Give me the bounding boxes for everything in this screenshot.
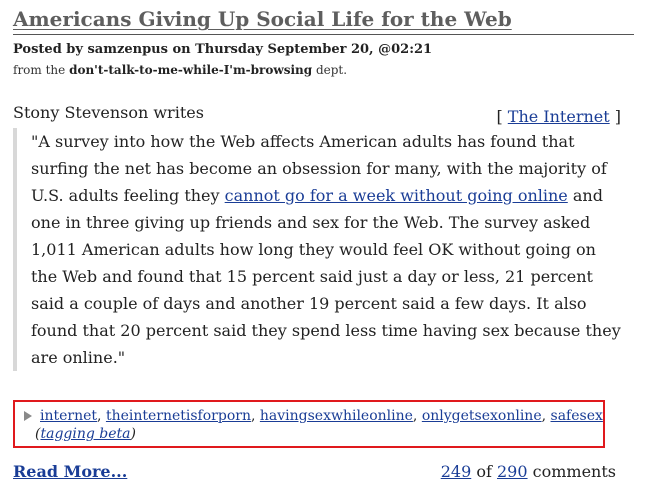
tag-list: internet, theinternetisforporn, havingsexwhileonline, onlygetsexonline, safesex xyxy=(40,408,603,424)
dept-name: don't-talk-to-me-while-I'm-browsing xyxy=(69,63,313,77)
article-title-link[interactable]: Americans Giving Up Social Life for the Web xyxy=(13,7,512,31)
quote-text-1: "A survey into how the Web affects American adults has found that surfing the net has become an obsession for many, with the majority of U.S. adults feeling they xyxy=(31,132,607,205)
tags-box xyxy=(13,400,605,448)
dept-line xyxy=(13,63,347,77)
topic-label: [ The Internet ] xyxy=(496,107,621,126)
byline: Posted by samzenpus on Thursday September 20, @02:21 xyxy=(13,42,433,57)
quote-text-2: and one in three giving up friends and sex for the Web. The survey asked 1,011 American adults how long they would feel OK without going on the Web and found that 15 percent said just a day or less, 21 percent said a couple of days and another 19 percent said a few days. It also found that 20 percent said they spend less time having sex because they are online." xyxy=(31,186,621,367)
total-comments-link[interactable]: 290 xyxy=(497,462,528,481)
article-title xyxy=(13,7,634,35)
tagging-beta-link[interactable]: tagging beta xyxy=(40,426,131,442)
quote-inline-link[interactable]: cannot go for a week without going online xyxy=(224,186,568,205)
dept-prefix: from the xyxy=(13,63,70,77)
tag-link[interactable]: safesex xyxy=(550,408,603,424)
article-quote xyxy=(13,128,621,371)
tag-link[interactable]: havingsexwhileonline xyxy=(259,408,413,424)
dept-suffix: dept. xyxy=(312,63,348,77)
comments-label: comments xyxy=(532,462,616,481)
tagging-beta: (tagging beta) xyxy=(35,426,136,442)
submitter-line: Stony Stevenson writes xyxy=(13,103,204,122)
tag-link[interactable]: theinternetisforporn xyxy=(105,408,251,424)
tag-link[interactable]: internet xyxy=(40,408,98,424)
read-more-link[interactable]: Read More... xyxy=(13,462,128,481)
comment-count xyxy=(441,462,616,481)
topic-link[interactable]: The Internet xyxy=(507,107,610,126)
tag-link[interactable]: onlygetsexonline xyxy=(421,408,542,424)
of-text: of xyxy=(476,462,492,481)
expand-triangle-icon[interactable] xyxy=(24,411,32,421)
comment-count-link[interactable]: 249 xyxy=(440,462,472,481)
